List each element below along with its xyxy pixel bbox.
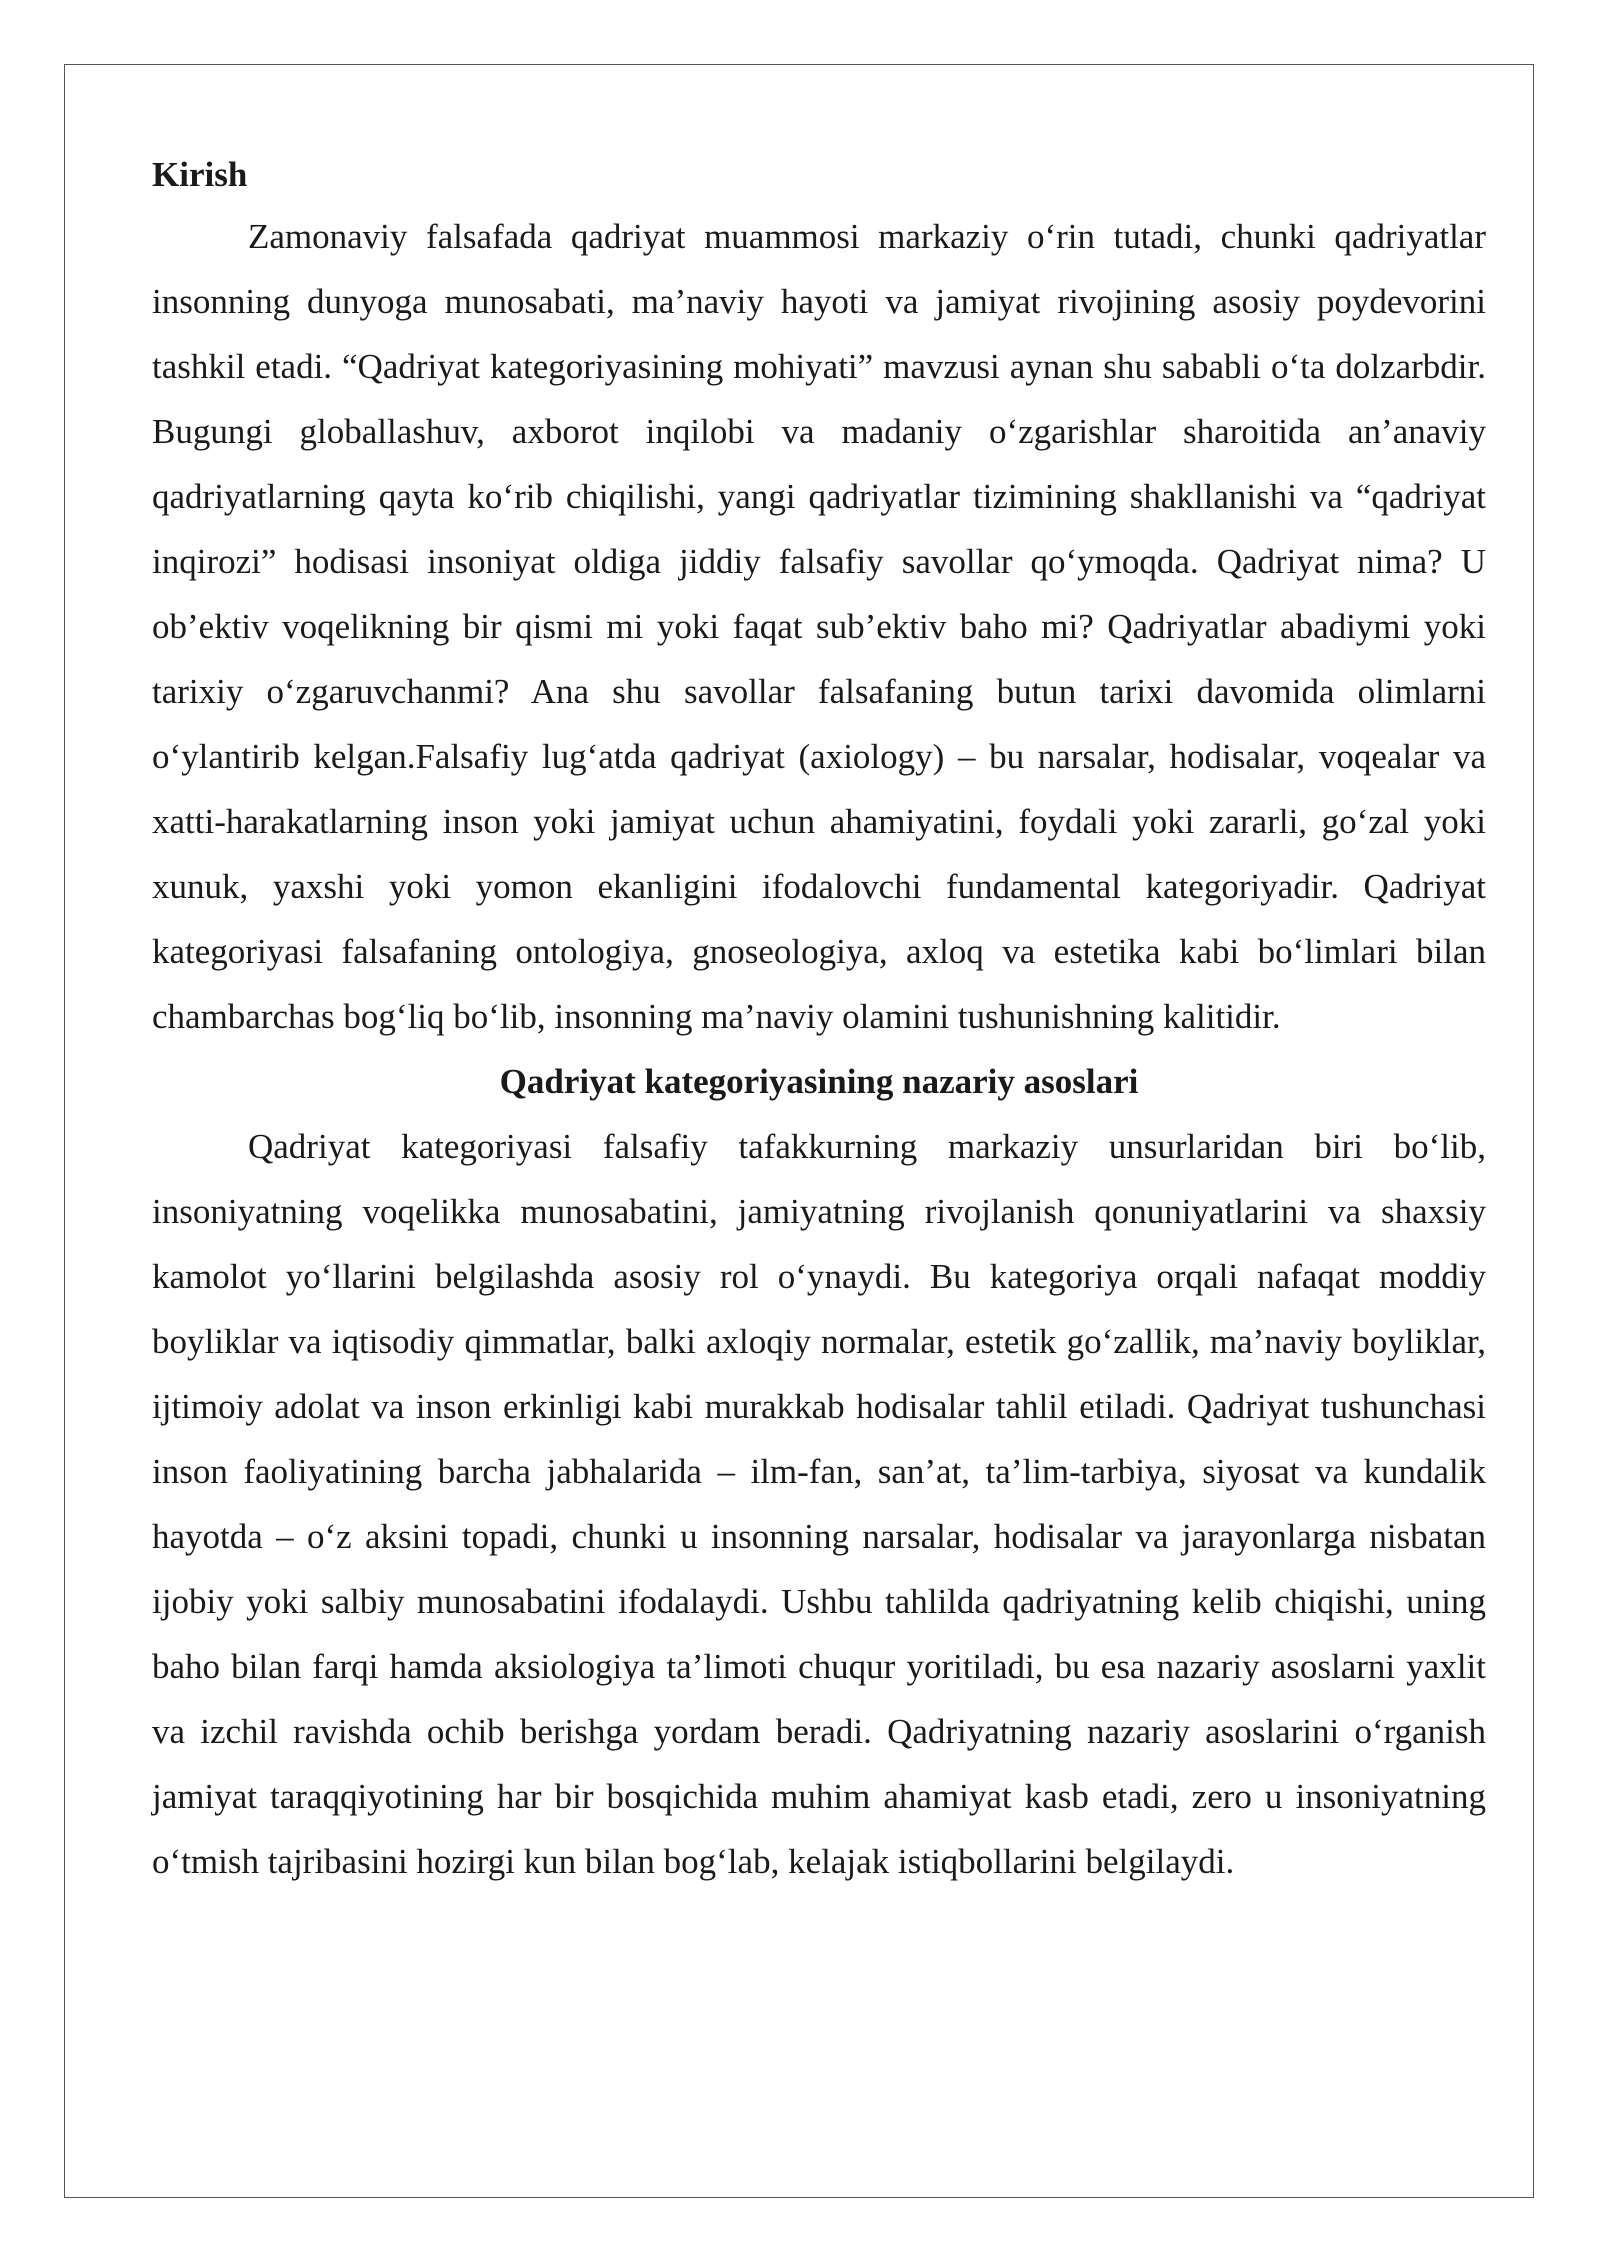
intro-heading: Kirish [152, 155, 248, 194]
section-heading: Qadriyat kategoriyasining nazariy asoslari [499, 1062, 1139, 1101]
intro-paragraph: Zamonaviy falsafada qadriyat muammosi markaziy o‘rin tutadi, chunki qadriyatlar insonning dunyoga munosabati, ma’naviy hayoti va jamiyat rivojining asosiy poydevorini tashkil etadi. “Qadriyat kategoriyasining mohiyati” mavzusi aynan shu sababli o‘ta dolzarbdir. Bugungi globallashuv, axborot inqilobi va madaniy o‘zgarishlar sharoitida an’anaviy qadriyatlarning qayta ko‘rib chiqilishi, yangi qadriyatlar tizimining shakllanishi va “qadriyat inqirozi” hodisasi insoniyat oldiga jiddiy falsafiy savollar qo‘ymoqda. Qadriyat nima? U ob’ektiv voqelikning bir qismi mi yoki faqat sub’ektiv baho mi? Qadriyatlar abadiymi yoki tarixiy o‘zgaruvchanmi? Ana shu savollar falsafaning butun tarixi davomida olimlarni o‘ylantirib kelgan.Falsafiy lug‘atda qadriyat (axiology) – bu narsalar, hodisalar, voqealar va xatti-harakatlarning inson yoki jamiyat uchun ahamiyatini, foydali yoki zararli, go‘zal yoki xunuk, yaxshi yoki yomon ekanligini ifodalovchi fundamental kategoriyadir. Qadriyat kategoriyasi falsafaning ontologiya, gnoseologiya, axloq va estetika kabi bo‘limlari bilan chambarchas bog‘liq bo‘lib, insonning ma’naviy olamini tushunishning kalitidir. [152, 217, 1486, 1036]
document-body [152, 146, 1486, 1894]
section-paragraph: Qadriyat kategoriyasi falsafiy tafakkurning markaziy unsurlaridan biri bo‘lib, insoniyatning voqelikka munosabatini, jamiyatning rivojlanish qonuniyatlarini va shaxsiy kamolot yo‘llarini belgilashda asosiy rol o‘ynaydi. Bu kategoriya orqali nafaqat moddiy boyliklar va iqtisodiy qimmatlar, balki axloqiy normalar, estetik go‘zallik, ma’naviy boyliklar, ijtimoiy adolat va inson erkinligi kabi murakkab hodisalar tahlil etiladi. Qadriyat tushunchasi inson faoliyatining barcha jabhalarida – ilm-fan, san’at, ta’lim-tarbiya, siyosat va kundalik hayotda – o‘z aksini topadi, chunki u insonning narsalar, hodisalar va jarayonlarga nisbatan ijobiy yoki salbiy munosabatini ifodalaydi. Ushbu tahlilda qadriyatning kelib chiqishi, uning baho bilan farqi hamda aksiologiya ta’limoti chuqur yoritiladi, bu esa nazariy asoslarni yaxlit va izchil ravishda ochib berishga yordam beradi. Qadriyatning nazariy asoslarini o‘rganish jamiyat taraqqiyotining har bir bosqichida muhim ahamiyat kasb etadi, zero u insoniyatning o‘tmish tajribasini hozirgi kun bilan bog‘lab, kelajak istiqbollarini belgilaydi. [152, 1127, 1486, 1881]
